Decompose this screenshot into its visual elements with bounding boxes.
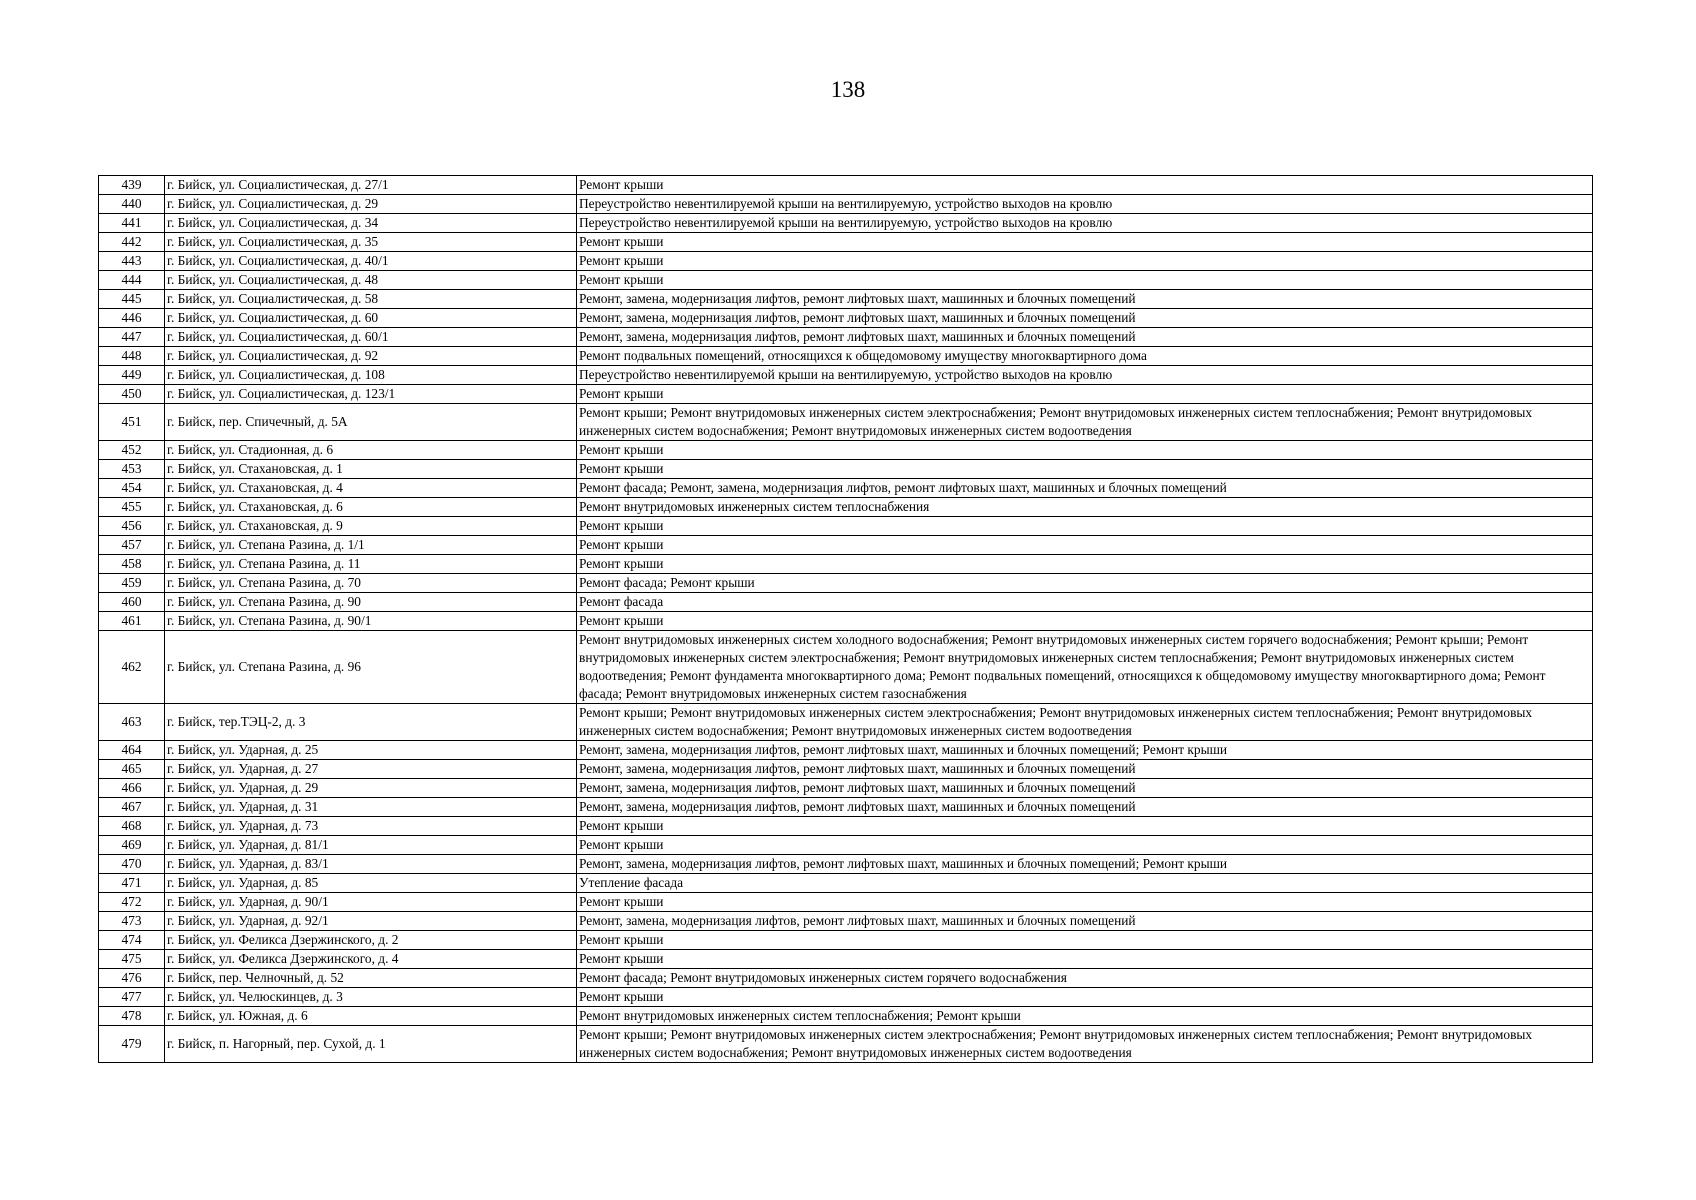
repair-works-table [98, 175, 1593, 1063]
address-cell: г. Бийск, ул. Стахановская, д. 9 [165, 517, 577, 536]
works-cell: Ремонт крыши [577, 817, 1593, 836]
table-row [99, 555, 1593, 574]
works-cell: Ремонт, замена, модернизация лифтов, ремонт лифтовых шахт, машинных и блочных помещений; Ремонт крыши [577, 741, 1593, 760]
address-cell: г. Бийск, ул. Социалистическая, д. 123/1 [165, 385, 577, 404]
row-number-cell: 446 [99, 309, 165, 328]
row-number-cell: 478 [99, 1007, 165, 1026]
table-row [99, 741, 1593, 760]
address-cell: г. Бийск, ул. Ударная, д. 27 [165, 760, 577, 779]
works-cell: Ремонт крыши [577, 233, 1593, 252]
works-cell: Ремонт фасада [577, 593, 1593, 612]
address-cell: г. Бийск, ул. Ударная, д. 92/1 [165, 912, 577, 931]
table-row [99, 195, 1593, 214]
page-number: 138 [830, 77, 866, 102]
works-cell: Ремонт крыши [577, 555, 1593, 574]
row-number-cell: 479 [99, 1026, 165, 1063]
table-row [99, 950, 1593, 969]
row-number-cell: 469 [99, 836, 165, 855]
row-number-cell: 464 [99, 741, 165, 760]
address-cell: г. Бийск, ул. Социалистическая, д. 34 [165, 214, 577, 233]
address-cell: г. Бийск, ул. Степана Разина, д. 11 [165, 555, 577, 574]
row-number-cell: 442 [99, 233, 165, 252]
address-cell: г. Бийск, ул. Южная, д. 6 [165, 1007, 577, 1026]
row-number-cell: 472 [99, 893, 165, 912]
works-cell: Ремонт фасада; Ремонт, замена, модернизация лифтов, ремонт лифтовых шахт, машинных и блочных помещений [577, 479, 1593, 498]
address-cell: г. Бийск, ул. Социалистическая, д. 48 [165, 271, 577, 290]
table-body [99, 176, 1593, 1063]
table-row [99, 704, 1593, 741]
works-cell: Ремонт, замена, модернизация лифтов, ремонт лифтовых шахт, машинных и блочных помещений [577, 328, 1593, 347]
row-number-cell: 456 [99, 517, 165, 536]
address-cell: г. Бийск, ул. Стахановская, д. 4 [165, 479, 577, 498]
address-cell: г. Бийск, ул. Социалистическая, д. 108 [165, 366, 577, 385]
address-cell: г. Бийск, ул. Степана Разина, д. 96 [165, 631, 577, 704]
table-row [99, 309, 1593, 328]
table-row [99, 404, 1593, 441]
row-number-cell: 470 [99, 855, 165, 874]
table-row [99, 969, 1593, 988]
table-row [99, 252, 1593, 271]
works-cell: Ремонт крыши [577, 176, 1593, 195]
works-cell: Ремонт внутридомовых инженерных систем холодного водоснабжения; Ремонт внутридомовых инженерных систем горячего водоснабжения; Ремонт крыши; Ремонт внутридомовых инженерных систем электроснабжения; Ремонт внутридомовых инженерных систем теплоснабжения; Ремонт внутридомовых инженерных систем водоотведения; Ремонт фундамента многоквартирного дома; Ремонт подвальных помещений, относящихся к общедомовому имуществу многоквартирного дома; Ремонт фасада; Ремонт внутридомовых инженерных систем газоснабжения [577, 631, 1593, 704]
address-cell: г. Бийск, ул. Ударная, д. 31 [165, 798, 577, 817]
row-number-cell: 458 [99, 555, 165, 574]
works-cell: Переустройство невентилируемой крыши на вентилируемую, устройство выходов на кровлю [577, 214, 1593, 233]
address-cell: г. Бийск, ул. Ударная, д. 73 [165, 817, 577, 836]
address-cell: г. Бийск, тер.ТЭЦ-2, д. 3 [165, 704, 577, 741]
address-cell: г. Бийск, ул. Социалистическая, д. 60/1 [165, 328, 577, 347]
table-row [99, 836, 1593, 855]
table-row [99, 612, 1593, 631]
works-cell: Ремонт крыши [577, 893, 1593, 912]
row-number-cell: 459 [99, 574, 165, 593]
row-number-cell: 468 [99, 817, 165, 836]
row-number-cell: 463 [99, 704, 165, 741]
works-cell: Ремонт подвальных помещений, относящихся к общедомовому имуществу многоквартирного дома [577, 347, 1593, 366]
works-cell: Ремонт крыши; Ремонт внутридомовых инженерных систем электроснабжения; Ремонт внутридомовых инженерных систем теплоснабжения; Ремонт внутридомовых инженерных систем водоснабжения; Ремонт внутридомовых инженерных систем водоотведения [577, 404, 1593, 441]
row-number-cell: 467 [99, 798, 165, 817]
row-number-cell: 471 [99, 874, 165, 893]
row-number-cell: 475 [99, 950, 165, 969]
table-row [99, 855, 1593, 874]
row-number-cell: 448 [99, 347, 165, 366]
table-row [99, 631, 1593, 704]
table-row [99, 479, 1593, 498]
row-number-cell: 465 [99, 760, 165, 779]
table-row [99, 1026, 1593, 1063]
table-row [99, 271, 1593, 290]
address-cell: г. Бийск, ул. Степана Разина, д. 1/1 [165, 536, 577, 555]
address-cell: г. Бийск, пер. Челночный, д. 52 [165, 969, 577, 988]
row-number-cell: 453 [99, 460, 165, 479]
works-cell: Ремонт крыши [577, 931, 1593, 950]
table-row [99, 441, 1593, 460]
row-number-cell: 477 [99, 988, 165, 1007]
row-number-cell: 443 [99, 252, 165, 271]
works-cell: Ремонт фасада; Ремонт внутридомовых инженерных систем горячего водоснабжения [577, 969, 1593, 988]
address-cell: г. Бийск, ул. Ударная, д. 29 [165, 779, 577, 798]
address-cell: г. Бийск, ул. Социалистическая, д. 27/1 [165, 176, 577, 195]
address-cell: г. Бийск, ул. Стадионная, д. 6 [165, 441, 577, 460]
table-row [99, 1007, 1593, 1026]
row-number-cell: 476 [99, 969, 165, 988]
address-cell: г. Бийск, ул. Социалистическая, д. 92 [165, 347, 577, 366]
table-row [99, 798, 1593, 817]
table-row [99, 779, 1593, 798]
table-row [99, 593, 1593, 612]
table-row [99, 574, 1593, 593]
works-cell: Ремонт, замена, модернизация лифтов, ремонт лифтовых шахт, машинных и блочных помещений; Ремонт крыши [577, 855, 1593, 874]
works-cell: Ремонт крыши [577, 950, 1593, 969]
works-cell: Ремонт крыши [577, 836, 1593, 855]
table-row [99, 874, 1593, 893]
works-cell: Ремонт крыши [577, 988, 1593, 1007]
works-cell: Ремонт крыши [577, 271, 1593, 290]
table-row [99, 460, 1593, 479]
works-cell: Ремонт внутридомовых инженерных систем теплоснабжения [577, 498, 1593, 517]
table-row [99, 893, 1593, 912]
works-cell: Ремонт, замена, модернизация лифтов, ремонт лифтовых шахт, машинных и блочных помещений [577, 798, 1593, 817]
row-number-cell: 473 [99, 912, 165, 931]
row-number-cell: 447 [99, 328, 165, 347]
address-cell: г. Бийск, ул. Феликса Дзержинского, д. 2 [165, 931, 577, 950]
table-row [99, 536, 1593, 555]
table-row [99, 760, 1593, 779]
table-row [99, 347, 1593, 366]
row-number-cell: 455 [99, 498, 165, 517]
row-number-cell: 454 [99, 479, 165, 498]
row-number-cell: 451 [99, 404, 165, 441]
works-cell: Ремонт, замена, модернизация лифтов, ремонт лифтовых шахт, машинных и блочных помещений [577, 290, 1593, 309]
row-number-cell: 439 [99, 176, 165, 195]
address-cell: г. Бийск, пер. Спичечный, д. 5А [165, 404, 577, 441]
works-cell: Ремонт крыши [577, 460, 1593, 479]
works-cell: Ремонт крыши [577, 441, 1593, 460]
address-cell: г. Бийск, ул. Феликса Дзержинского, д. 4 [165, 950, 577, 969]
works-cell: Переустройство невентилируемой крыши на вентилируемую, устройство выходов на кровлю [577, 366, 1593, 385]
table-row [99, 817, 1593, 836]
table-row [99, 328, 1593, 347]
works-cell: Ремонт крыши [577, 252, 1593, 271]
table-row [99, 214, 1593, 233]
row-number-cell: 441 [99, 214, 165, 233]
table-row [99, 385, 1593, 404]
table-row [99, 912, 1593, 931]
address-cell: г. Бийск, ул. Степана Разина, д. 90/1 [165, 612, 577, 631]
address-cell: г. Бийск, ул. Социалистическая, д. 35 [165, 233, 577, 252]
row-number-cell: 445 [99, 290, 165, 309]
row-number-cell: 460 [99, 593, 165, 612]
works-cell: Ремонт крыши [577, 517, 1593, 536]
table-row [99, 366, 1593, 385]
address-cell: г. Бийск, ул. Ударная, д. 25 [165, 741, 577, 760]
address-cell: г. Бийск, ул. Стахановская, д. 1 [165, 460, 577, 479]
works-cell: Ремонт крыши [577, 385, 1593, 404]
works-cell: Ремонт, замена, модернизация лифтов, ремонт лифтовых шахт, машинных и блочных помещений [577, 760, 1593, 779]
table-row [99, 498, 1593, 517]
address-cell: г. Бийск, п. Нагорный, пер. Сухой, д. 1 [165, 1026, 577, 1063]
table-row [99, 517, 1593, 536]
works-cell: Ремонт, замена, модернизация лифтов, ремонт лифтовых шахт, машинных и блочных помещений [577, 912, 1593, 931]
works-cell: Ремонт крыши [577, 612, 1593, 631]
row-number-cell: 440 [99, 195, 165, 214]
address-cell: г. Бийск, ул. Ударная, д. 81/1 [165, 836, 577, 855]
address-cell: г. Бийск, ул. Социалистическая, д. 58 [165, 290, 577, 309]
address-cell: г. Бийск, ул. Социалистическая, д. 29 [165, 195, 577, 214]
works-cell: Ремонт крыши; Ремонт внутридомовых инженерных систем электроснабжения; Ремонт внутридомовых инженерных систем теплоснабжения; Ремонт внутридомовых инженерных систем водоснабжения; Ремонт внутридомовых инженерных систем водоотведения [577, 704, 1593, 741]
address-cell: г. Бийск, ул. Социалистическая, д. 40/1 [165, 252, 577, 271]
works-cell: Утепление фасада [577, 874, 1593, 893]
table-row [99, 988, 1593, 1007]
row-number-cell: 466 [99, 779, 165, 798]
table-row [99, 176, 1593, 195]
works-cell: Ремонт фасада; Ремонт крыши [577, 574, 1593, 593]
address-cell: г. Бийск, ул. Ударная, д. 90/1 [165, 893, 577, 912]
works-cell: Ремонт внутридомовых инженерных систем теплоснабжения; Ремонт крыши [577, 1007, 1593, 1026]
row-number-cell: 449 [99, 366, 165, 385]
row-number-cell: 452 [99, 441, 165, 460]
address-cell: г. Бийск, ул. Ударная, д. 83/1 [165, 855, 577, 874]
address-cell: г. Бийск, ул. Ударная, д. 85 [165, 874, 577, 893]
works-cell: Ремонт крыши; Ремонт внутридомовых инженерных систем электроснабжения; Ремонт внутридомовых инженерных систем теплоснабжения; Ремонт внутридомовых инженерных систем водоснабжения; Ремонт внутридомовых инженерных систем водоотведения [577, 1026, 1593, 1063]
table-row [99, 290, 1593, 309]
row-number-cell: 474 [99, 931, 165, 950]
address-cell: г. Бийск, ул. Стахановская, д. 6 [165, 498, 577, 517]
works-cell: Переустройство невентилируемой крыши на вентилируемую, устройство выходов на кровлю [577, 195, 1593, 214]
row-number-cell: 461 [99, 612, 165, 631]
row-number-cell: 462 [99, 631, 165, 704]
address-cell: г. Бийск, ул. Социалистическая, д. 60 [165, 309, 577, 328]
works-cell: Ремонт, замена, модернизация лифтов, ремонт лифтовых шахт, машинных и блочных помещений [577, 779, 1593, 798]
works-cell: Ремонт крыши [577, 536, 1593, 555]
row-number-cell: 444 [99, 271, 165, 290]
row-number-cell: 450 [99, 385, 165, 404]
table-row [99, 931, 1593, 950]
row-number-cell: 457 [99, 536, 165, 555]
address-cell: г. Бийск, ул. Степана Разина, д. 70 [165, 574, 577, 593]
table-row [99, 233, 1593, 252]
address-cell: г. Бийск, ул. Степана Разина, д. 90 [165, 593, 577, 612]
address-cell: г. Бийск, ул. Челюскинцев, д. 3 [165, 988, 577, 1007]
works-cell: Ремонт, замена, модернизация лифтов, ремонт лифтовых шахт, машинных и блочных помещений [577, 309, 1593, 328]
